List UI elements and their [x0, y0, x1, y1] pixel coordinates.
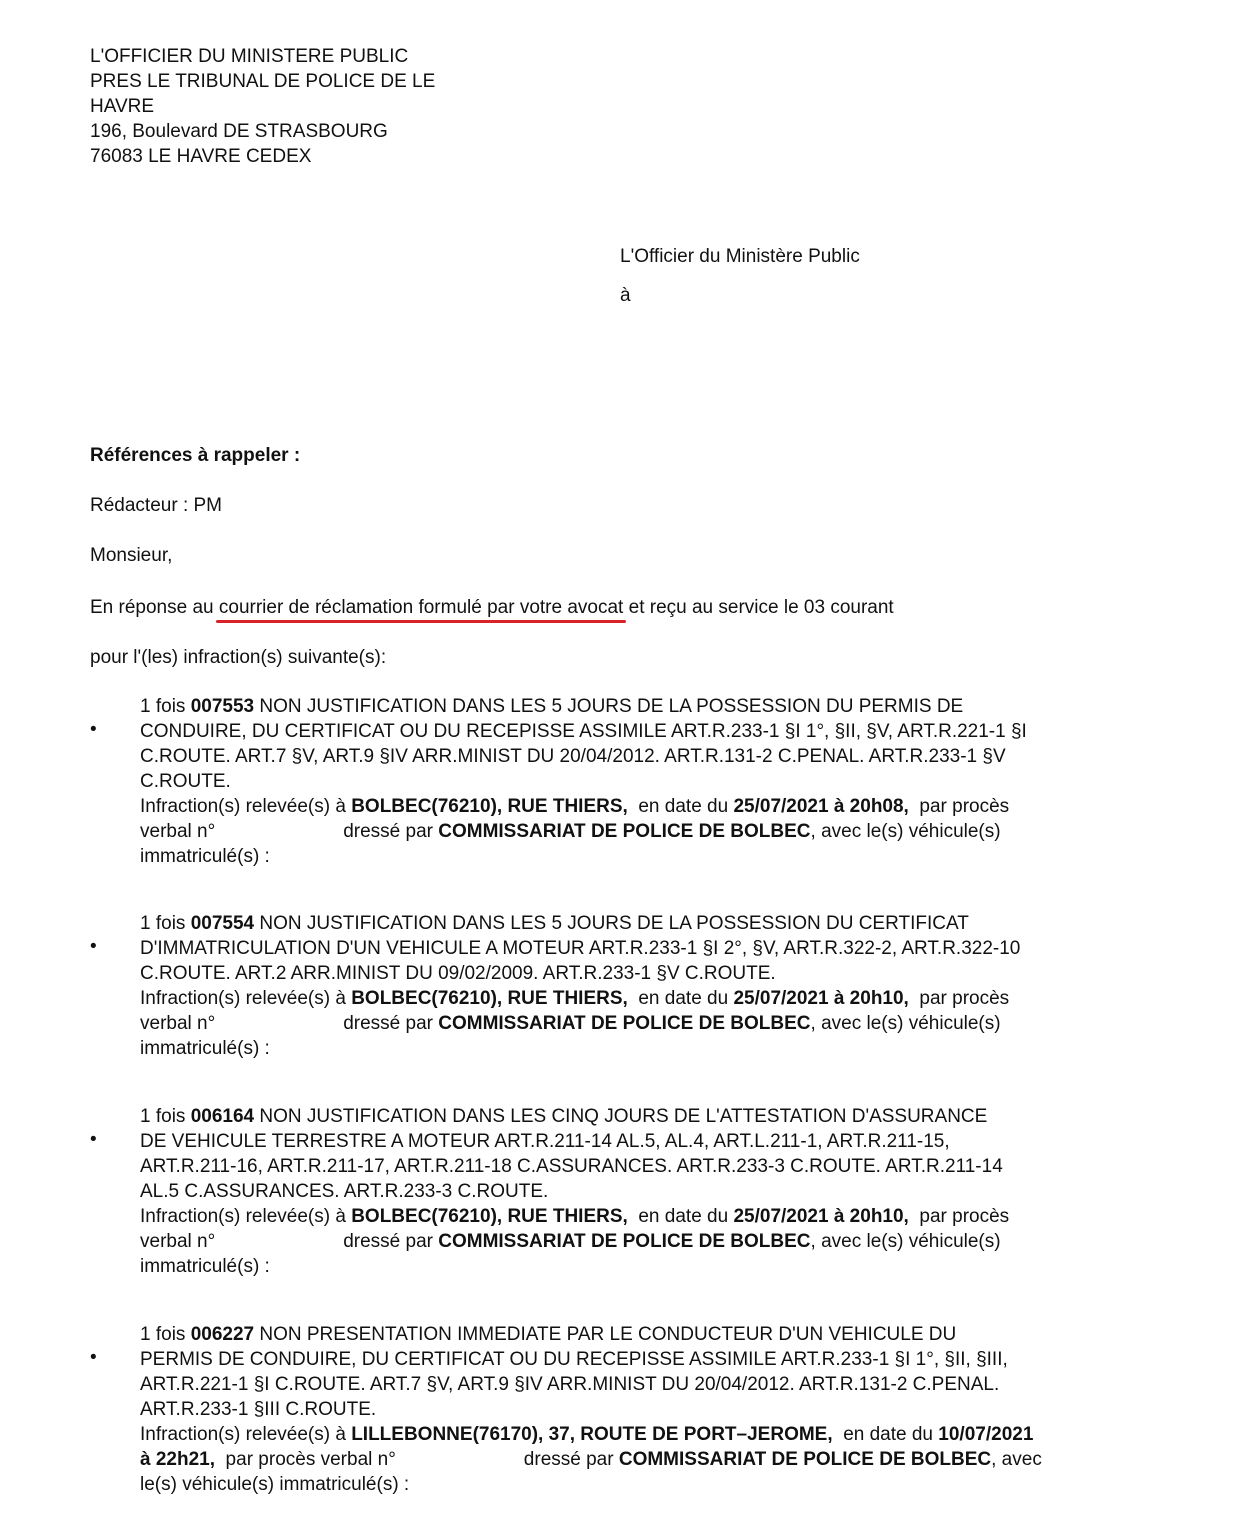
- infraction-desc: C.ROUTE.: [140, 771, 231, 792]
- infraction-date: 10/07/2021: [938, 1424, 1034, 1445]
- recipient-block: [620, 244, 860, 308]
- reply-after: et reçu au service le 03 courant: [623, 597, 894, 618]
- infraction-count: 1 fois: [140, 913, 191, 934]
- infraction-desc: ART.R.211-16, ART.R.211-17, ART.R.211-18 C.ASSURANCES. ART.R.233-3 C.ROUTE. ART.R.211-14: [140, 1156, 1003, 1177]
- infraction-desc: ART.R.221-1 §I C.ROUTE. ART.7 §V, ART.9 §IV ARR.MINIST DU 20/04/2012. ART.R.131-2 C.PENAL.: [140, 1374, 1000, 1395]
- relevee-label: Infraction(s) relevée(s) à: [140, 988, 352, 1009]
- sender-address: [90, 44, 435, 169]
- pv-label: par procès: [908, 988, 1010, 1009]
- immat-label: immatriculé(s) :: [140, 1038, 270, 1059]
- infraction-location: LILLEBONNE(76170), 37, ROUTE DE PORT–JEROME,: [351, 1424, 833, 1445]
- infractions-intro: pour l'(les) infraction(s) suivante(s):: [90, 647, 387, 668]
- infraction-desc: NON PRESENTATION IMMEDIATE PAR LE CONDUCTEUR D'UN VEHICULE DU: [254, 1324, 957, 1345]
- infraction-code: 006164: [190, 1106, 255, 1127]
- infraction-location: BOLBEC(76210), RUE THIERS,: [351, 796, 628, 817]
- infraction-desc: PERMIS DE CONDUIRE, DU CERTIFICAT OU DU RECEPISSE ASSIMILE ART.R.233-1 §I 1°, §II, §III,: [140, 1349, 1008, 1370]
- infraction-location: BOLBEC(76210), RUE THIERS,: [351, 988, 628, 1009]
- recipient-from: L'Officier du Ministère Public: [620, 246, 860, 267]
- immat-label: le(s) véhicule(s) immatriculé(s) :: [140, 1474, 410, 1495]
- verbal-label: verbal n°: [140, 1231, 216, 1252]
- infraction-count: 1 fois: [140, 696, 191, 717]
- infraction-desc: NON JUSTIFICATION DANS LES 5 JOURS DE LA POSSESSION DU CERTIFICAT: [254, 913, 969, 934]
- infraction-code: 006227: [190, 1324, 255, 1345]
- immat-label: immatriculé(s) :: [140, 1256, 270, 1277]
- infraction-desc: D'IMMATRICULATION D'UN VEHICULE A MOTEUR ART.R.233-1 §I 2°, §V, ART.R.322-2, ART.R.322-10: [140, 938, 1021, 959]
- infraction-text: [140, 911, 1130, 1061]
- bullet: •: [90, 1347, 97, 1368]
- bullet: •: [90, 1129, 97, 1150]
- infraction-desc: C.ROUTE. ART.7 §V, ART.9 §IV ARR.MINIST DU 20/04/2012. ART.R.131-2 C.PENAL. ART.R.233-1 §V: [140, 746, 1006, 767]
- infraction-count: 1 fois: [140, 1106, 191, 1127]
- dresse-label: dressé par: [343, 1013, 439, 1034]
- date-label: en date du: [627, 988, 734, 1009]
- infraction-desc: NON JUSTIFICATION DANS LES 5 JOURS DE LA POSSESSION DU PERMIS DE: [254, 696, 964, 717]
- pv-label: par procès: [908, 796, 1010, 817]
- infraction-text: [140, 1322, 1130, 1497]
- infraction-agency: COMMISSARIAT DE POLICE DE BOLBEC: [438, 1231, 811, 1252]
- reply-paragraph: [90, 595, 894, 620]
- infraction-datetime: 25/07/2021 à 20h10,: [733, 988, 909, 1009]
- infraction-datetime: 25/07/2021 à 20h08,: [733, 796, 909, 817]
- verbal-label: verbal n°: [140, 1013, 216, 1034]
- date-label: en date du: [832, 1424, 939, 1445]
- sender-line: HAVRE: [90, 96, 155, 117]
- infraction-desc: DE VEHICULE TERRESTRE A MOTEUR ART.R.211-14 AL.5, AL.4, ART.L.211-1, ART.R.211-15,: [140, 1131, 950, 1152]
- relevee-label: Infraction(s) relevée(s) à: [140, 1424, 352, 1445]
- infraction-code: 007553: [190, 696, 255, 717]
- recipient-to: à: [620, 285, 631, 306]
- sender-line: 196, Boulevard DE STRASBOURG: [90, 121, 388, 142]
- infraction-agency: COMMISSARIAT DE POLICE DE BOLBEC: [438, 1013, 811, 1034]
- sender-line: PRES LE TRIBUNAL DE POLICE DE LE: [90, 71, 436, 92]
- date-label: en date du: [627, 796, 734, 817]
- verbal-label: verbal n°: [140, 821, 216, 842]
- infraction-desc: ART.R.233-1 §III C.ROUTE.: [140, 1399, 377, 1420]
- infraction-code: 007554: [190, 913, 255, 934]
- bullet: •: [90, 936, 97, 957]
- vehicle-label: , avec le(s) véhicule(s): [810, 1013, 1001, 1034]
- redacteur-line: Rédacteur : PM: [90, 495, 222, 516]
- reply-underlined-text: courrier de réclamation formulé par votre avocat: [218, 597, 624, 618]
- date-label: en date du: [627, 1206, 734, 1227]
- relevee-label: Infraction(s) relevée(s) à: [140, 1206, 352, 1227]
- dresse-label: dressé par: [343, 1231, 439, 1252]
- bullet: •: [90, 719, 97, 740]
- infraction-desc: AL.5 C.ASSURANCES. ART.R.233-3 C.ROUTE.: [140, 1181, 549, 1202]
- infraction-agency: COMMISSARIAT DE POLICE DE BOLBEC: [618, 1449, 992, 1470]
- reply-before: En réponse au: [90, 597, 219, 618]
- infraction-datetime: 25/07/2021 à 20h10,: [733, 1206, 909, 1227]
- pv-label: par procès verbal n°: [215, 1449, 396, 1470]
- infraction-location: BOLBEC(76210), RUE THIERS,: [351, 1206, 628, 1227]
- dresse-label: dressé par: [343, 821, 439, 842]
- vehicle-label: , avec le(s) véhicule(s): [810, 821, 1001, 842]
- infraction-count: 1 fois: [140, 1324, 191, 1345]
- sender-line: L'OFFICIER DU MINISTERE PUBLIC: [90, 46, 409, 67]
- infraction-text: [140, 694, 1130, 869]
- infraction-agency: COMMISSARIAT DE POLICE DE BOLBEC: [438, 821, 811, 842]
- sender-line: 76083 LE HAVRE CEDEX: [90, 146, 312, 167]
- infraction-desc: C.ROUTE. ART.2 ARR.MINIST DU 09/02/2009. ART.R.233-1 §V C.ROUTE.: [140, 963, 776, 984]
- infraction-time: à 22h21,: [140, 1449, 215, 1470]
- vehicle-label: , avec: [991, 1449, 1042, 1470]
- vehicle-label: , avec le(s) véhicule(s): [810, 1231, 1001, 1252]
- infraction-desc: NON JUSTIFICATION DANS LES CINQ JOURS DE L'ATTESTATION D'ASSURANCE: [254, 1106, 988, 1127]
- references-heading: Références à rappeler :: [90, 445, 301, 466]
- salutation: Monsieur,: [90, 545, 173, 566]
- infraction-desc: CONDUIRE, DU CERTIFICAT OU DU RECEPISSE ASSIMILE ART.R.233-1 §I 1°, §II, §V, ART.R.221-1 §I: [140, 721, 1027, 742]
- relevee-label: Infraction(s) relevée(s) à: [140, 796, 352, 817]
- infraction-text: [140, 1104, 1130, 1279]
- pv-label: par procès: [908, 1206, 1010, 1227]
- immat-label: immatriculé(s) :: [140, 846, 276, 867]
- dresse-label: dressé par: [523, 1449, 619, 1470]
